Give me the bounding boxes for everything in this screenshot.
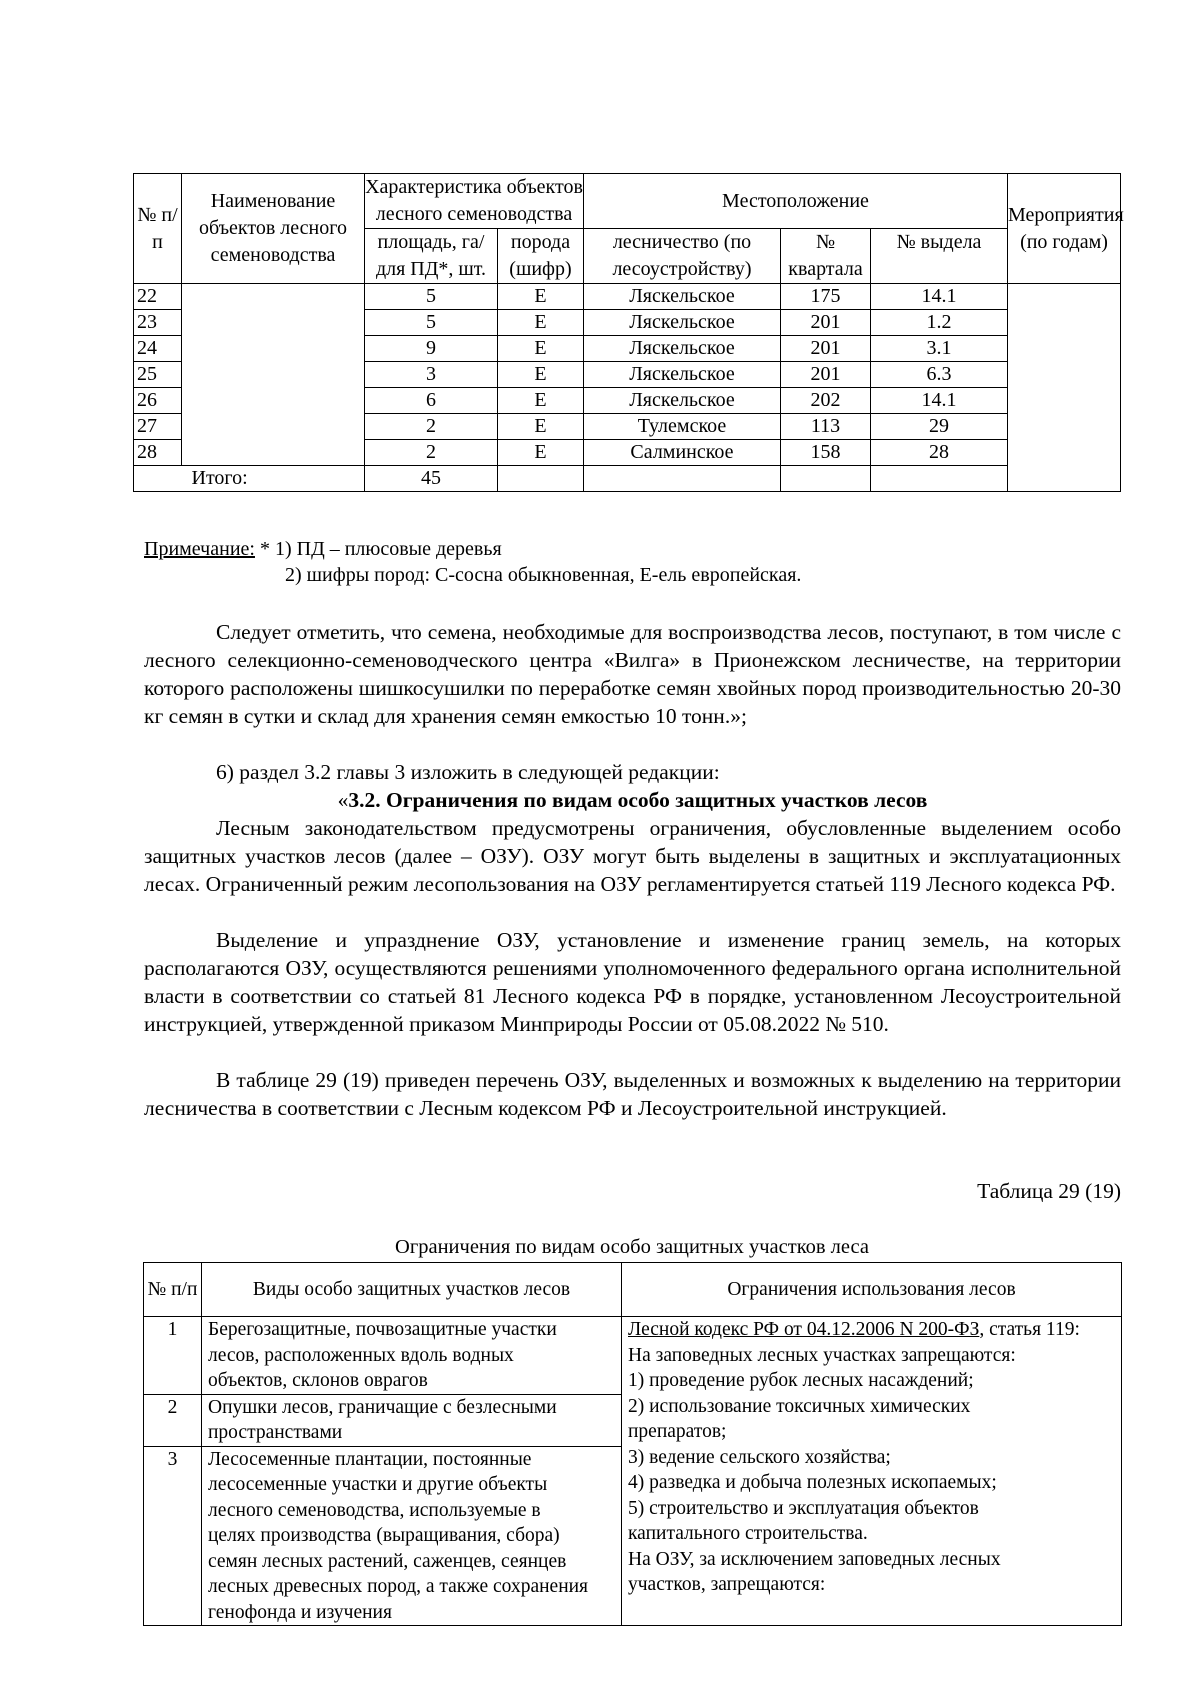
paragraph-allocation: Выделение и упразднение ОЗУ, установление и изменение границ земель, на которых располагаются ОЗУ, осуществляются решениями уполномоченного федерального органа исполнительной власти в соответствии со статьей 81 Лесного кодекса РФ в порядке, установленном Лесоустроительной инструкцией, утвержденной приказом Минприроды России от 05.08.2022 № 510.: [144, 928, 1121, 1036]
header-characteristic: Характеристика объектов лесного семеноводства: [365, 174, 584, 229]
total-label: Итого:: [182, 466, 365, 492]
total-value: 45: [365, 466, 498, 492]
paragraph-seeds: Следует отметить, что семена, необходимые для воспроизводства лесов, поступают, в том числе с лесного селекционно-семеноводческого центра «Вилга» в Прионежском лесничестве, на территории которого расположены шишкосушилки по переработке семян хвойных пород производительностью 20-30 кг семян в сутки и склад для хранения семян емкостью 10 тонн.»;: [144, 620, 1121, 728]
section-heading: «3.2. Ограничения по видам особо защитных участков лесов: [337, 788, 928, 812]
restrictions-cell: Лесной кодекс РФ от 04.12.2006 N 200-ФЗ, статья 119: На заповедных лесных участках запрещаются: 1) проведение рубок лесных насаждений; 2) использование токсичных химических препаратов; 3) ведение сельского хозяйства; 4) разведка и добыча полезных ископаемых; 5) строительство и эксплуатация объектов капитального строительства. На ОЗУ, за исключением заповедных лесных участков, запрещаются:: [622, 1317, 1122, 1626]
table-caption: Ограничения по видам особо защитных участков леса: [395, 1236, 869, 1258]
table-note-line1: Примечание: * 1) ПД – плюсовые деревья: [144, 538, 502, 560]
merged-events-cell: [1008, 284, 1121, 492]
header-types: Виды особо защитных участков лесов: [202, 1263, 622, 1317]
table-row: 22 5 Е Ляскельское 175 14.1: [134, 284, 1121, 310]
header-num: № п/п: [134, 174, 182, 284]
table-row: 1 Берегозащитные, почвозащитные участки лесов, расположенных вдоль водных объектов, склонов оврагов Лесной кодекс РФ от 04.12.2006 N 200-ФЗ, статья 119: На заповедных лесных участках запрещаются: 1) проведение рубок лесных насаждений; 2) использование токсичных химических препаратов; 3) ведение сельского хозяйства; 4) разведка и добыча полезных ископаемых; 5) строительство и эксплуатация объектов капитального строительства. На ОЗУ, за исключением заповедных лесных участков, запрещаются:: [144, 1317, 1122, 1395]
header-num: № п/п: [144, 1263, 202, 1317]
header-breed: порода (шифр): [498, 229, 584, 284]
paragraph-amendment: 6) раздел 3.2 главы 3 изложить в следующей редакции:: [216, 760, 720, 784]
seed-objects-table: [133, 173, 1124, 492]
total-row: [134, 466, 1121, 492]
table-label: Таблица 29 (19): [977, 1179, 1121, 1203]
paragraph-table-ref: В таблице 29 (19) приведен перечень ОЗУ, выделенных и возможных к выделению на территории лесничества в соответствии с Лесным кодексом РФ и Лесоустроительной инструкцией.: [144, 1068, 1121, 1120]
merged-name-cell: [182, 284, 365, 466]
header-quarter: № квартала: [781, 229, 871, 284]
header-events: Мероприятия (по годам): [1008, 174, 1121, 284]
header-area: площадь, га/ для ПД*, шт.: [365, 229, 498, 284]
table-row: 26 6 Е Ляскельское 202 14.1: [134, 388, 1121, 414]
table-row: 25 3 Е Ляскельское 201 6.3: [134, 362, 1121, 388]
header-location: Местоположение: [584, 174, 1008, 229]
table-row: 23 5 Е Ляскельское 201 1.2: [134, 310, 1121, 336]
table-row: 3 Лесосеменные плантации, постоянные лесосеменные участки и другие объекты лесного семеноводства, используемые в целях производства (выращивания, сбора) семян лесных растений, саженцев, сеянцев лесных древесных пород, а также сохранения генофонда и изучения: [144, 1446, 1122, 1626]
table-row: 27 2 Е Тулемское 113 29: [134, 414, 1121, 440]
table-note-line2: 2) шифры пород: С-сосна обыкновенная, Е-ель европейская.: [285, 564, 802, 586]
table-row: 2 Опушки лесов, граничащие с безлесными пространствами: [144, 1394, 1122, 1446]
table-row: 28 2 Е Салминское 158 28: [134, 440, 1121, 466]
restrictions-table: [143, 1262, 1122, 1626]
header-allotment: № выдела: [871, 229, 1008, 284]
header-name: Наименование объектов лесного семеноводства: [182, 174, 365, 284]
note-label: Примечание:: [144, 538, 255, 560]
law-link[interactable]: Лесной кодекс РФ от 04.12.2006 N 200-ФЗ: [628, 1319, 980, 1340]
header-restrictions: Ограничения использования лесов: [622, 1263, 1122, 1317]
table-row: 24 9 Е Ляскельское 201 3.1: [134, 336, 1121, 362]
header-forestry: лесничество (по лесоустройству): [584, 229, 781, 284]
paragraph-legislation: Лесным законодательством предусмотрены ограничения, обусловленные выделением особо защитных участков лесов (далее – ОЗУ). ОЗУ могут быть выделены в защитных и эксплуатационных лесах. Ограниченный режим лесопользования на ОЗУ регламентируется статьей 119 Лесного кодекса РФ.: [144, 816, 1121, 896]
